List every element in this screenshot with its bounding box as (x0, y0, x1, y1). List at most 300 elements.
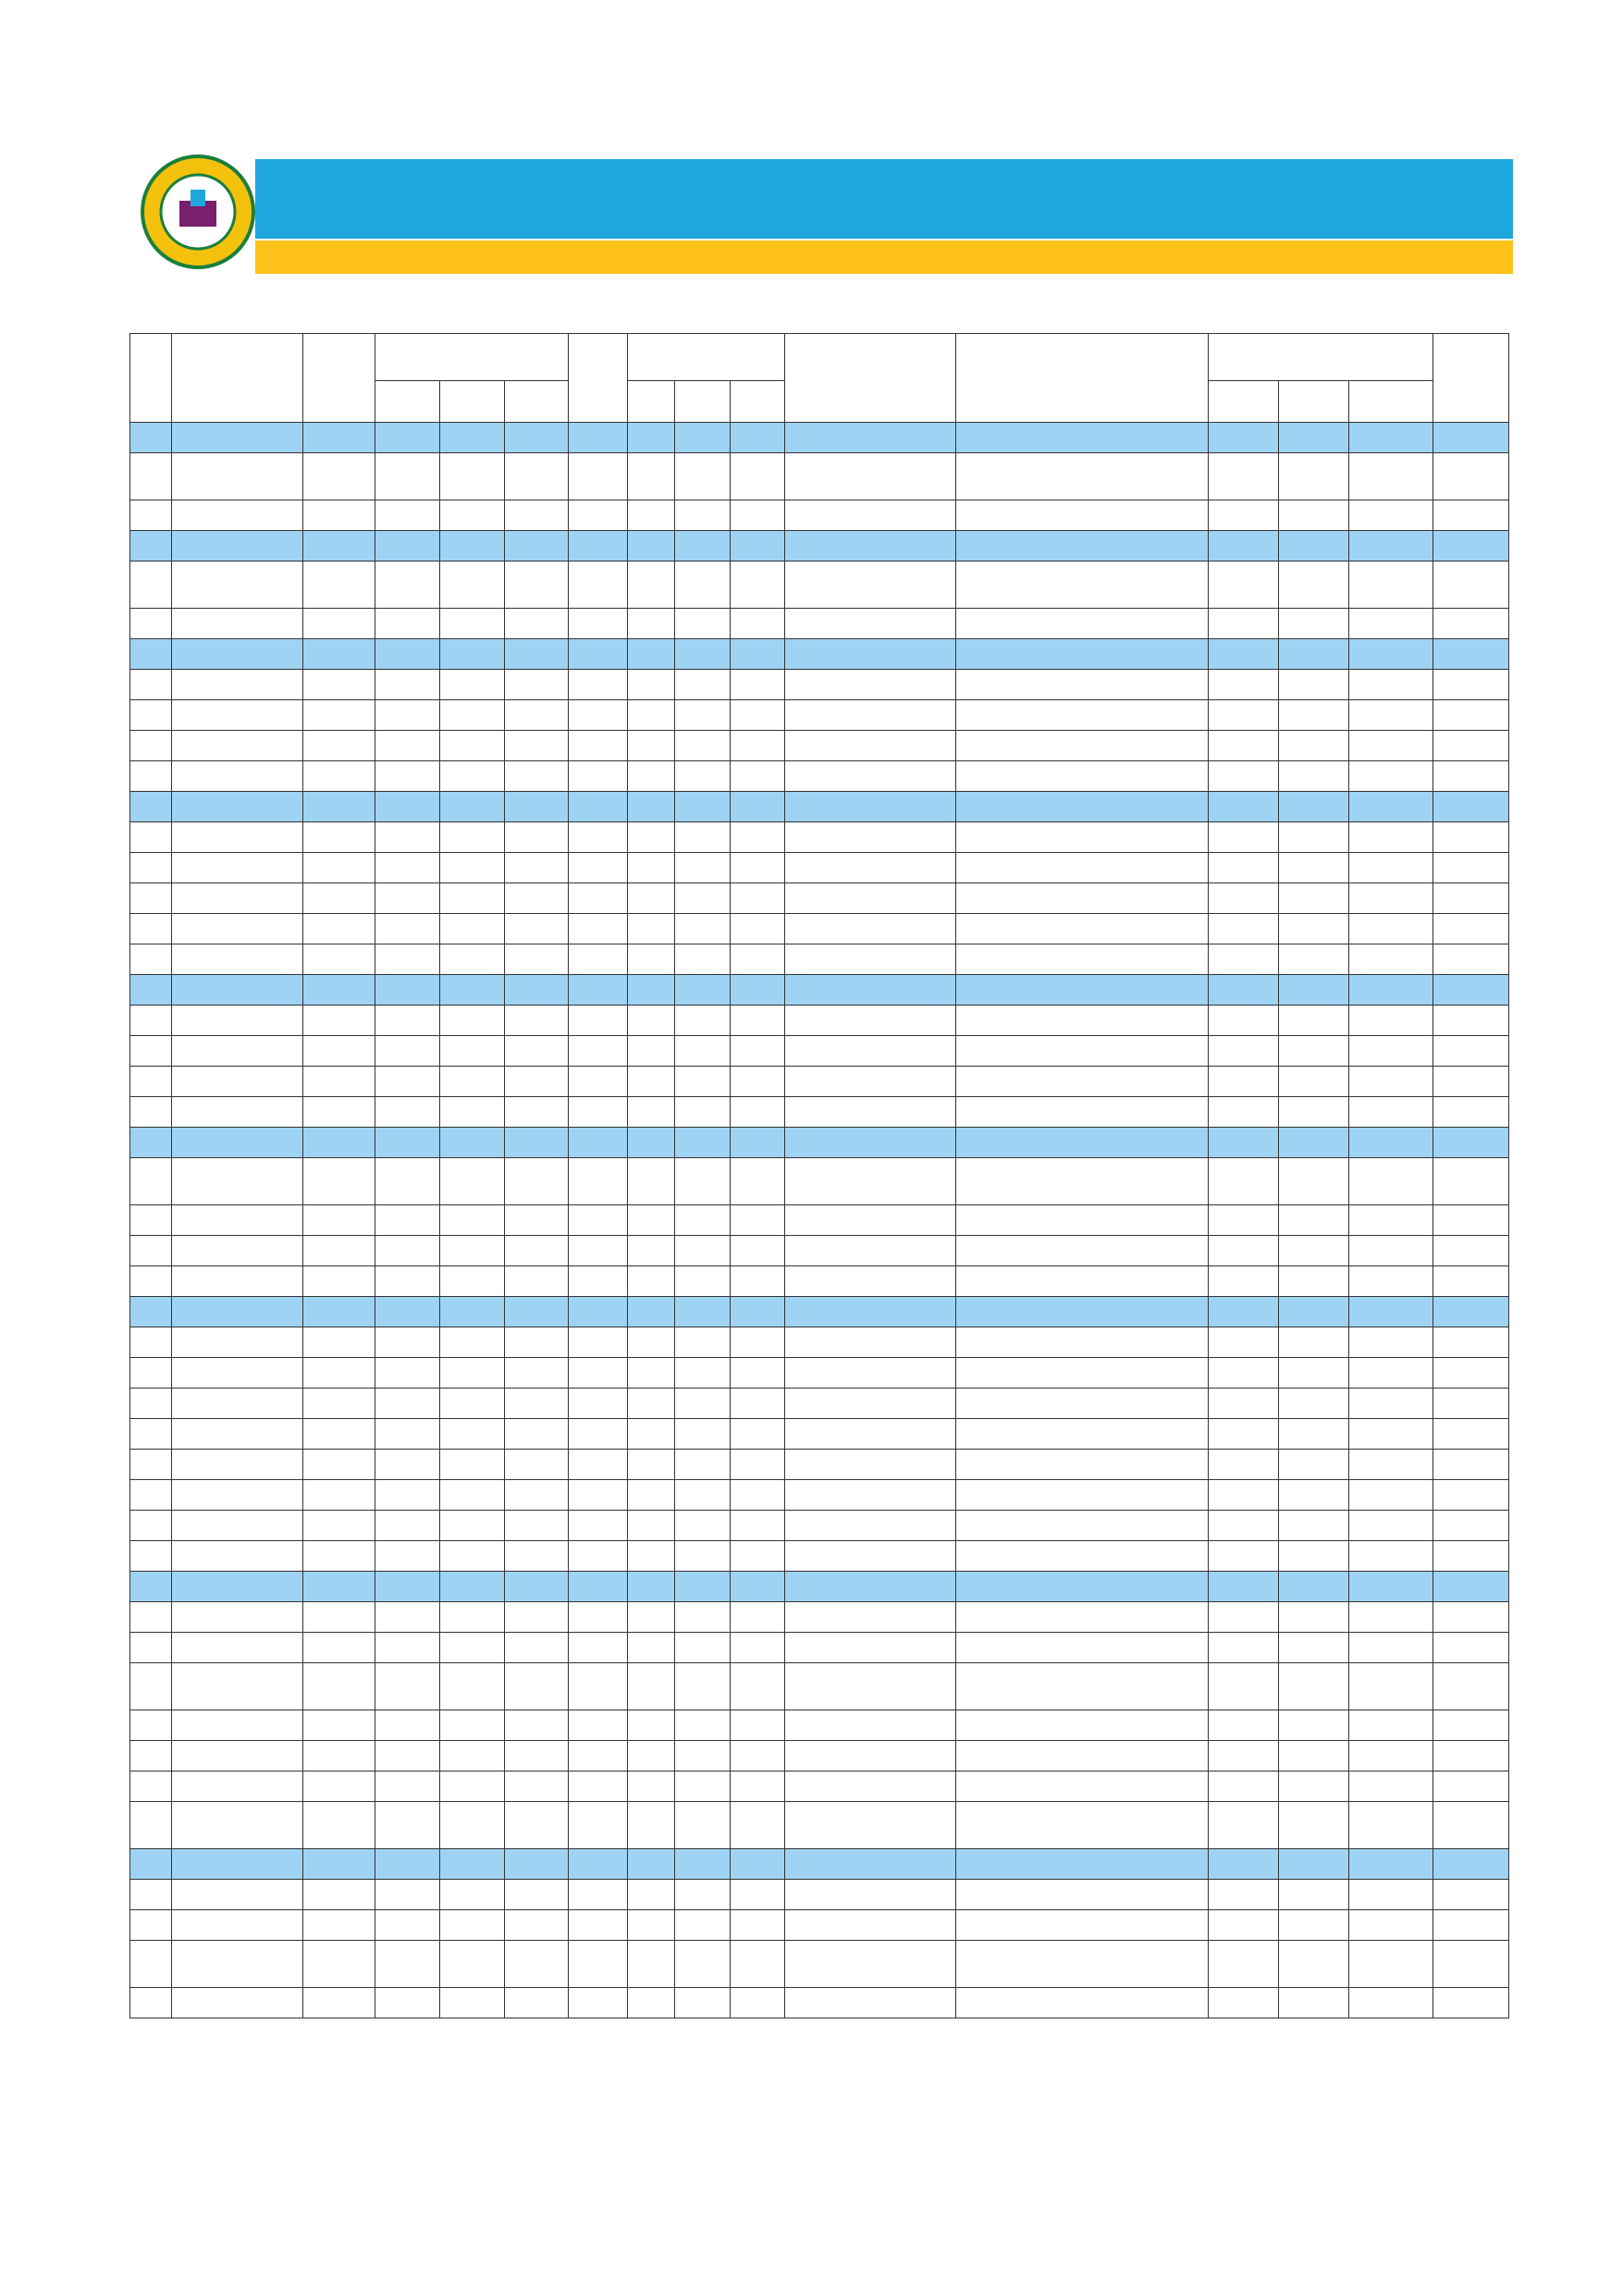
blank (302, 1480, 375, 1511)
blank (730, 944, 785, 975)
blank (569, 1541, 628, 1572)
blank (675, 914, 731, 944)
party-name (956, 1266, 1209, 1297)
blank (569, 453, 628, 500)
candidate-blank (785, 531, 956, 562)
blank (730, 1633, 785, 1663)
blank (628, 914, 675, 944)
blank (504, 1266, 569, 1297)
blank (504, 1633, 569, 1663)
candidate-name (785, 1541, 956, 1572)
blank (439, 1880, 504, 1910)
candidate-blank (785, 1128, 956, 1158)
blank (302, 1067, 375, 1097)
header-eligible (302, 334, 375, 423)
blank (375, 1419, 439, 1450)
candidate-name (785, 1419, 956, 1450)
constituency-name (172, 792, 303, 822)
blank (569, 1450, 628, 1480)
blank (375, 1205, 439, 1236)
valid-male (1209, 453, 1279, 500)
party-name (956, 1480, 1209, 1511)
blank (375, 609, 439, 639)
blank (628, 883, 675, 914)
blank (628, 1419, 675, 1450)
valid-male-total (1209, 639, 1279, 670)
blank (439, 500, 504, 531)
party-name (956, 1067, 1209, 1097)
blank (439, 1663, 504, 1710)
valid-total (1349, 1266, 1432, 1297)
blank (569, 1511, 628, 1541)
constituency-no (130, 639, 172, 670)
valid-male (1209, 1480, 1279, 1511)
valid-female (1279, 1389, 1349, 1419)
blank (130, 700, 172, 731)
vote-percent (1432, 1663, 1508, 1710)
valid-female-total (1279, 792, 1349, 822)
blank (730, 1036, 785, 1067)
eligible-voters (302, 792, 375, 822)
blank (375, 944, 439, 975)
blank (302, 1663, 375, 1710)
blank (569, 1633, 628, 1663)
party-name (956, 1910, 1209, 1941)
valid-total (1349, 1663, 1432, 1710)
blank (675, 883, 731, 914)
blank (675, 1097, 731, 1128)
vote-percent (1432, 1358, 1508, 1389)
valid-total (1349, 761, 1432, 792)
blank (504, 1067, 569, 1097)
candidate-name (785, 1036, 956, 1067)
candidate-row (130, 944, 1509, 975)
constituency-row (130, 639, 1509, 670)
vote-percent (1432, 1067, 1508, 1097)
blank (569, 1710, 628, 1741)
blank (130, 761, 172, 792)
blank (172, 1710, 303, 1741)
blank (375, 1450, 439, 1480)
blank (675, 670, 731, 700)
vote-percent (1432, 1802, 1508, 1849)
turnout-rate (569, 792, 628, 822)
valid-male (1209, 1097, 1279, 1128)
blank (730, 1389, 785, 1419)
invalid-total (730, 639, 785, 670)
blank (375, 853, 439, 883)
election-commission-logo (139, 153, 257, 271)
party-blank (956, 639, 1209, 670)
blank (504, 1205, 569, 1236)
candidate-row (130, 761, 1509, 792)
invalid-a (628, 531, 675, 562)
candidate-row (130, 1988, 1509, 2018)
blank (730, 1663, 785, 1710)
valid-male (1209, 1541, 1279, 1572)
constituency-no (130, 1297, 172, 1327)
blank (130, 1205, 172, 1236)
valid-total (1349, 670, 1432, 700)
valid-female (1279, 562, 1349, 609)
blank (375, 731, 439, 761)
blank (439, 914, 504, 944)
blank (130, 1633, 172, 1663)
blank (439, 1266, 504, 1297)
invalid-b (675, 423, 731, 453)
valid-female (1279, 1511, 1349, 1541)
blank (375, 1802, 439, 1849)
candidate-row (130, 914, 1509, 944)
blank (675, 609, 731, 639)
invalid-total (730, 975, 785, 1006)
constituency-no (130, 975, 172, 1006)
blank (172, 1036, 303, 1067)
blank (675, 1036, 731, 1067)
blank (439, 1358, 504, 1389)
blank (172, 1097, 303, 1128)
invalid-b (675, 531, 731, 562)
candidate-row (130, 1236, 1509, 1266)
invalid-a (628, 975, 675, 1006)
blank (504, 1880, 569, 1910)
blank (375, 1327, 439, 1358)
blank (504, 453, 569, 500)
blank (675, 1802, 731, 1849)
blank (172, 700, 303, 731)
valid-total (1349, 609, 1432, 639)
candidate-row (130, 1771, 1509, 1802)
blank (439, 761, 504, 792)
valid-male (1209, 1910, 1279, 1941)
candidate-blank (785, 792, 956, 822)
blank (302, 731, 375, 761)
blank (628, 1067, 675, 1097)
blank (504, 1541, 569, 1572)
blank (628, 1880, 675, 1910)
blank (569, 1266, 628, 1297)
header-votes-group (375, 334, 568, 381)
blank (172, 1327, 303, 1358)
blank (302, 609, 375, 639)
valid-male (1209, 883, 1279, 914)
blank (130, 1941, 172, 1988)
blank (172, 1771, 303, 1802)
constituency-row (130, 792, 1509, 822)
blank (569, 1236, 628, 1266)
blank (130, 822, 172, 853)
invalid-b (675, 639, 731, 670)
blank (569, 1158, 628, 1205)
blank (375, 1236, 439, 1266)
blank (130, 1036, 172, 1067)
blank (439, 1910, 504, 1941)
blank (172, 883, 303, 914)
blank (730, 1941, 785, 1988)
blank (130, 853, 172, 883)
blank (675, 1941, 731, 1988)
valid-total (1349, 1511, 1432, 1541)
party-name (956, 670, 1209, 700)
blank (628, 731, 675, 761)
blank (172, 1480, 303, 1511)
vote-percent (1432, 1941, 1508, 1988)
blank (130, 1236, 172, 1266)
subtitle-bar (255, 241, 1513, 274)
constituency-row (130, 531, 1509, 562)
candidate-row (130, 1541, 1509, 1572)
blank (628, 609, 675, 639)
blank (504, 1941, 569, 1988)
blank (569, 1097, 628, 1128)
blank (439, 1541, 504, 1572)
invalid-b (675, 1297, 731, 1327)
blank (628, 944, 675, 975)
blank (569, 1389, 628, 1419)
candidate-row (130, 700, 1509, 731)
blank (439, 1602, 504, 1633)
valid-total (1349, 1602, 1432, 1633)
blank (730, 670, 785, 700)
valid-grand-total (1349, 639, 1432, 670)
blank (730, 1710, 785, 1741)
valid-female-total (1279, 1572, 1349, 1602)
blank (439, 1205, 504, 1236)
blank (569, 1880, 628, 1910)
blank (375, 1389, 439, 1419)
blank (504, 1158, 569, 1205)
blank (130, 670, 172, 700)
valid-male (1209, 670, 1279, 700)
party-name (956, 914, 1209, 944)
blank (302, 1511, 375, 1541)
blank (504, 761, 569, 792)
constituency-name (172, 1128, 303, 1158)
blank (172, 1663, 303, 1710)
valid-female (1279, 1541, 1349, 1572)
blank (675, 500, 731, 531)
blank (302, 1880, 375, 1910)
valid-total (1349, 1205, 1432, 1236)
candidate-row (130, 1036, 1509, 1067)
valid-male (1209, 1741, 1279, 1771)
blank (439, 670, 504, 700)
vote-percent (1432, 1205, 1508, 1236)
party-name (956, 883, 1209, 914)
constituency-row (130, 1128, 1509, 1158)
valid-total (1349, 562, 1432, 609)
constituency-row (130, 975, 1509, 1006)
blank (675, 1266, 731, 1297)
blank (569, 1802, 628, 1849)
constituency-name (172, 1297, 303, 1327)
blank (504, 670, 569, 700)
blank (504, 1511, 569, 1541)
blank (504, 1236, 569, 1266)
candidate-row (130, 1327, 1509, 1358)
candidate-name (785, 731, 956, 761)
party-name (956, 1006, 1209, 1036)
blank (675, 1602, 731, 1633)
blank (302, 1389, 375, 1419)
blank (504, 944, 569, 975)
results-body (130, 423, 1509, 2018)
valid-male (1209, 500, 1279, 531)
blank (302, 1158, 375, 1205)
valid-total (1349, 731, 1432, 761)
vote-percent (1432, 1880, 1508, 1910)
blank (375, 1036, 439, 1067)
blank (130, 883, 172, 914)
valid-male-total (1209, 1849, 1279, 1880)
blank (628, 761, 675, 792)
candidate-name (785, 562, 956, 609)
blank (375, 1480, 439, 1511)
candidate-name (785, 1236, 956, 1266)
vote-percent (1432, 883, 1508, 914)
blank (439, 883, 504, 914)
valid-male (1209, 1602, 1279, 1633)
blank (569, 609, 628, 639)
blank (439, 1802, 504, 1849)
blank (730, 1097, 785, 1128)
party-blank (956, 1849, 1209, 1880)
blank (172, 1006, 303, 1036)
blank (628, 1327, 675, 1358)
valid-grand-total (1349, 975, 1432, 1006)
valid-male (1209, 609, 1279, 639)
blank (730, 883, 785, 914)
blank (302, 562, 375, 609)
valid-grand-total (1349, 1128, 1432, 1158)
candidate-name (785, 883, 956, 914)
blank (130, 1602, 172, 1633)
blank (628, 853, 675, 883)
voted-male (375, 1128, 439, 1158)
constituency-name (172, 1849, 303, 1880)
party-name (956, 1802, 1209, 1849)
blank (302, 1266, 375, 1297)
blank (569, 822, 628, 853)
party-name (956, 853, 1209, 883)
blank (569, 500, 628, 531)
blank (628, 1266, 675, 1297)
blank (504, 883, 569, 914)
header-turnout (569, 334, 628, 423)
valid-total (1349, 822, 1432, 853)
voted-female (439, 975, 504, 1006)
blank (172, 1802, 303, 1849)
valid-male (1209, 1067, 1279, 1097)
blank (439, 1158, 504, 1205)
blank (375, 1988, 439, 2018)
candidate-row (130, 1006, 1509, 1036)
invalid-b (675, 975, 731, 1006)
percent-blank (1432, 792, 1508, 822)
blank (375, 1602, 439, 1633)
blank (569, 944, 628, 975)
blank (130, 1158, 172, 1205)
blank (375, 1633, 439, 1663)
eligible-voters (302, 1297, 375, 1327)
blank (302, 1450, 375, 1480)
header-voted-total (504, 381, 569, 423)
blank (730, 1602, 785, 1633)
blank (628, 1541, 675, 1572)
valid-female (1279, 453, 1349, 500)
blank (569, 1988, 628, 2018)
candidate-name (785, 1602, 956, 1633)
candidate-name (785, 1910, 956, 1941)
valid-female (1279, 700, 1349, 731)
constituency-no (130, 531, 172, 562)
invalid-a (628, 1572, 675, 1602)
valid-male (1209, 1006, 1279, 1036)
valid-male (1209, 1941, 1279, 1988)
blank (569, 1941, 628, 1988)
blank (628, 1097, 675, 1128)
invalid-b (675, 1572, 731, 1602)
party-name (956, 453, 1209, 500)
blank (504, 731, 569, 761)
valid-male (1209, 822, 1279, 853)
percent-blank (1432, 639, 1508, 670)
valid-female (1279, 1988, 1349, 2018)
candidate-row (130, 1663, 1509, 1710)
blank (130, 1910, 172, 1941)
candidate-name (785, 1327, 956, 1358)
vote-percent (1432, 1158, 1508, 1205)
valid-female (1279, 1205, 1349, 1236)
valid-grand-total (1349, 423, 1432, 453)
blank (628, 1988, 675, 2018)
valid-male (1209, 914, 1279, 944)
blank (504, 1602, 569, 1633)
header-valid-male (1209, 381, 1279, 423)
candidate-name (785, 1205, 956, 1236)
blank (130, 1802, 172, 1849)
invalid-b (675, 792, 731, 822)
blank (730, 1741, 785, 1771)
candidate-row (130, 453, 1509, 500)
valid-total (1349, 1880, 1432, 1910)
blank (302, 1419, 375, 1450)
valid-total (1349, 500, 1432, 531)
percent-blank (1432, 531, 1508, 562)
candidate-name (785, 1663, 956, 1710)
blank (302, 883, 375, 914)
blank (730, 1880, 785, 1910)
vote-percent (1432, 1006, 1508, 1036)
blank (628, 1771, 675, 1802)
blank (302, 1633, 375, 1663)
voted-male (375, 531, 439, 562)
valid-female (1279, 944, 1349, 975)
valid-female (1279, 1710, 1349, 1741)
blank (439, 700, 504, 731)
valid-male-total (1209, 1128, 1279, 1158)
blank (628, 1633, 675, 1663)
blank (504, 1327, 569, 1358)
blank (375, 1771, 439, 1802)
blank (302, 1358, 375, 1389)
blank (628, 1205, 675, 1236)
blank (172, 1389, 303, 1419)
valid-female-total (1279, 639, 1349, 670)
blank (439, 1419, 504, 1450)
blank (730, 1327, 785, 1358)
party-name (956, 1880, 1209, 1910)
